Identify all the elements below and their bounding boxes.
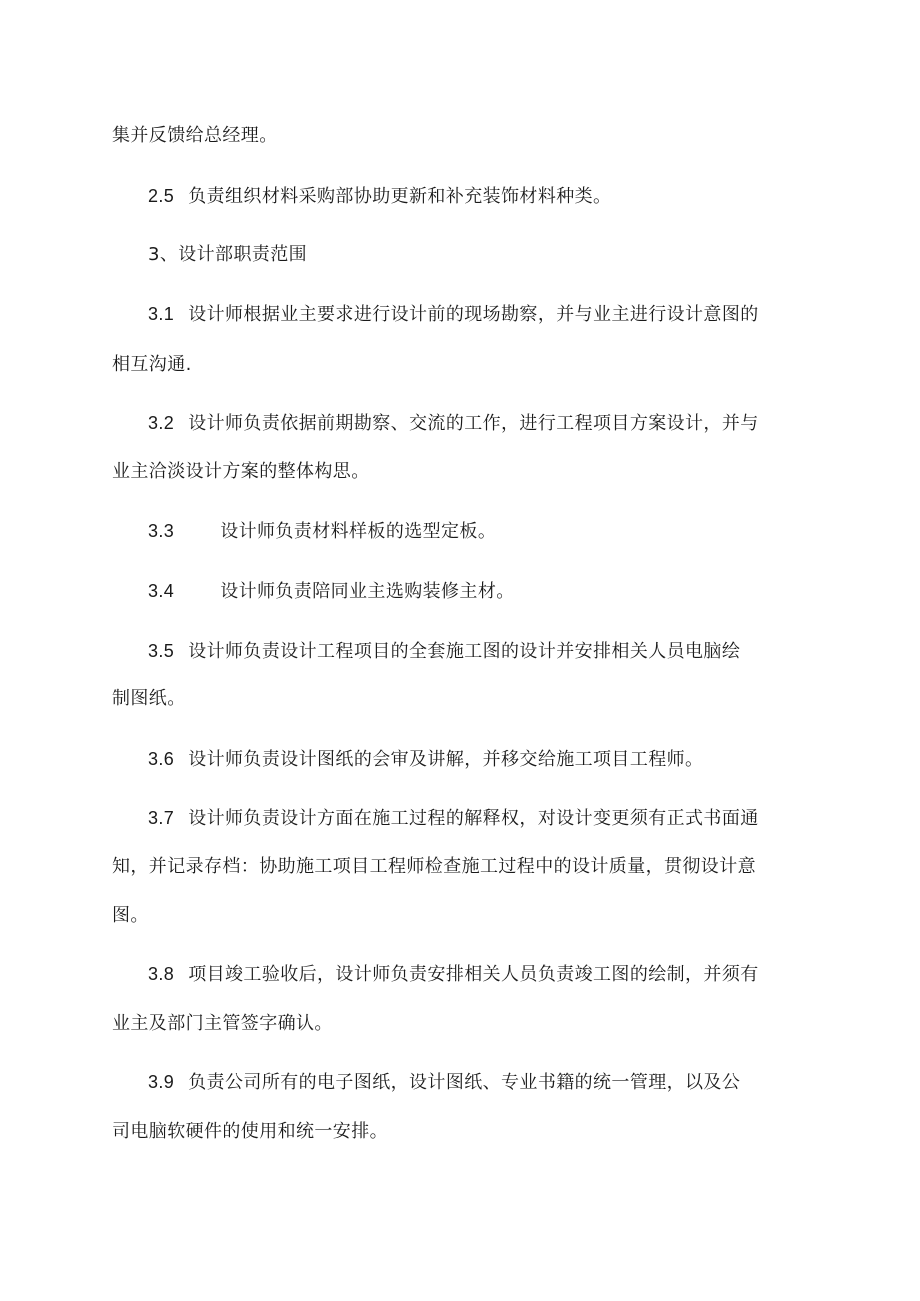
paragraph-line xyxy=(112,856,756,878)
paragraph-line xyxy=(148,303,759,326)
paragraph-line xyxy=(112,688,186,710)
section-number: 3.1 xyxy=(148,304,175,324)
paragraph-line xyxy=(112,1121,388,1143)
line-text: 业主及部门主管签字确认。 xyxy=(112,1013,333,1034)
section-heading xyxy=(148,244,307,266)
line-text: 知，并记录存档：协助施工项目工程师检查施工过程中的设计质量，贯彻设计意 xyxy=(112,856,756,877)
paragraph-line xyxy=(148,807,759,830)
paragraph-line xyxy=(148,412,759,435)
paragraph-line xyxy=(148,963,759,986)
section-number: 3.4 xyxy=(148,581,175,601)
line-text: 相互沟通. xyxy=(112,354,192,375)
line-text: 集并反馈给总经理。 xyxy=(112,125,278,146)
line-text: 负责公司所有的电子图纸，设计图纸、专业书籍的统一管理，以及公 xyxy=(188,1072,741,1093)
section-number: 3.3 xyxy=(148,521,175,541)
line-text: 设计师根据业主要求进行设计前的现场勘察，并与业主进行设计意图的 xyxy=(188,304,759,325)
paragraph-line xyxy=(148,748,703,771)
paragraph-line xyxy=(148,580,515,603)
line-text: 设计师负责依据前期勘察、交流的工作，进行工程项目方案设计，并与 xyxy=(188,413,759,434)
section-number: 3.6 xyxy=(148,749,175,769)
paragraph-line xyxy=(112,1013,333,1035)
line-text: 项目竣工验收后，设计师负责安排相关人员负责竣工图的绘制，并须有 xyxy=(188,964,759,985)
line-text: 司电脑软硬件的使用和统一安排。 xyxy=(112,1121,388,1142)
section-number: 2.5 xyxy=(148,186,175,206)
paragraph-line xyxy=(112,905,149,927)
section-number: 3.9 xyxy=(148,1072,175,1092)
paragraph-line xyxy=(112,461,370,483)
line-text: 设计师负责设计方面在施工过程的解释权，对设计变更须有正式书面通 xyxy=(188,808,759,829)
line-text: 3、设计部职责范围 xyxy=(148,244,308,265)
line-text: 设计师负责设计图纸的会审及讲解，并移交给施工项目工程师。 xyxy=(188,749,704,770)
line-text: 图。 xyxy=(112,905,149,926)
paragraph-line xyxy=(112,354,192,376)
section-number: 3.2 xyxy=(148,413,175,433)
line-text: 制图纸。 xyxy=(112,688,186,709)
line-text: 设计师负责陪同业主选购装修主材。 xyxy=(220,581,515,602)
paragraph-line xyxy=(148,640,740,663)
paragraph-line xyxy=(148,185,611,208)
section-number: 3.8 xyxy=(148,964,175,984)
paragraph-line xyxy=(148,1071,740,1094)
line-text: 设计师负责设计工程项目的全套施工图的设计并安排相关人员电脑绘 xyxy=(188,641,741,662)
paragraph-line xyxy=(148,520,496,543)
line-text: 负责组织材料采购部协助更新和补充装饰材料种类。 xyxy=(188,186,612,207)
section-number: 3.5 xyxy=(148,641,175,661)
paragraph-line xyxy=(112,125,278,147)
line-text: 业主洽淡设计方案的整体构思。 xyxy=(112,461,370,482)
section-number: 3.7 xyxy=(148,808,175,828)
line-text: 设计师负责材料样板的选型定板。 xyxy=(220,521,497,542)
